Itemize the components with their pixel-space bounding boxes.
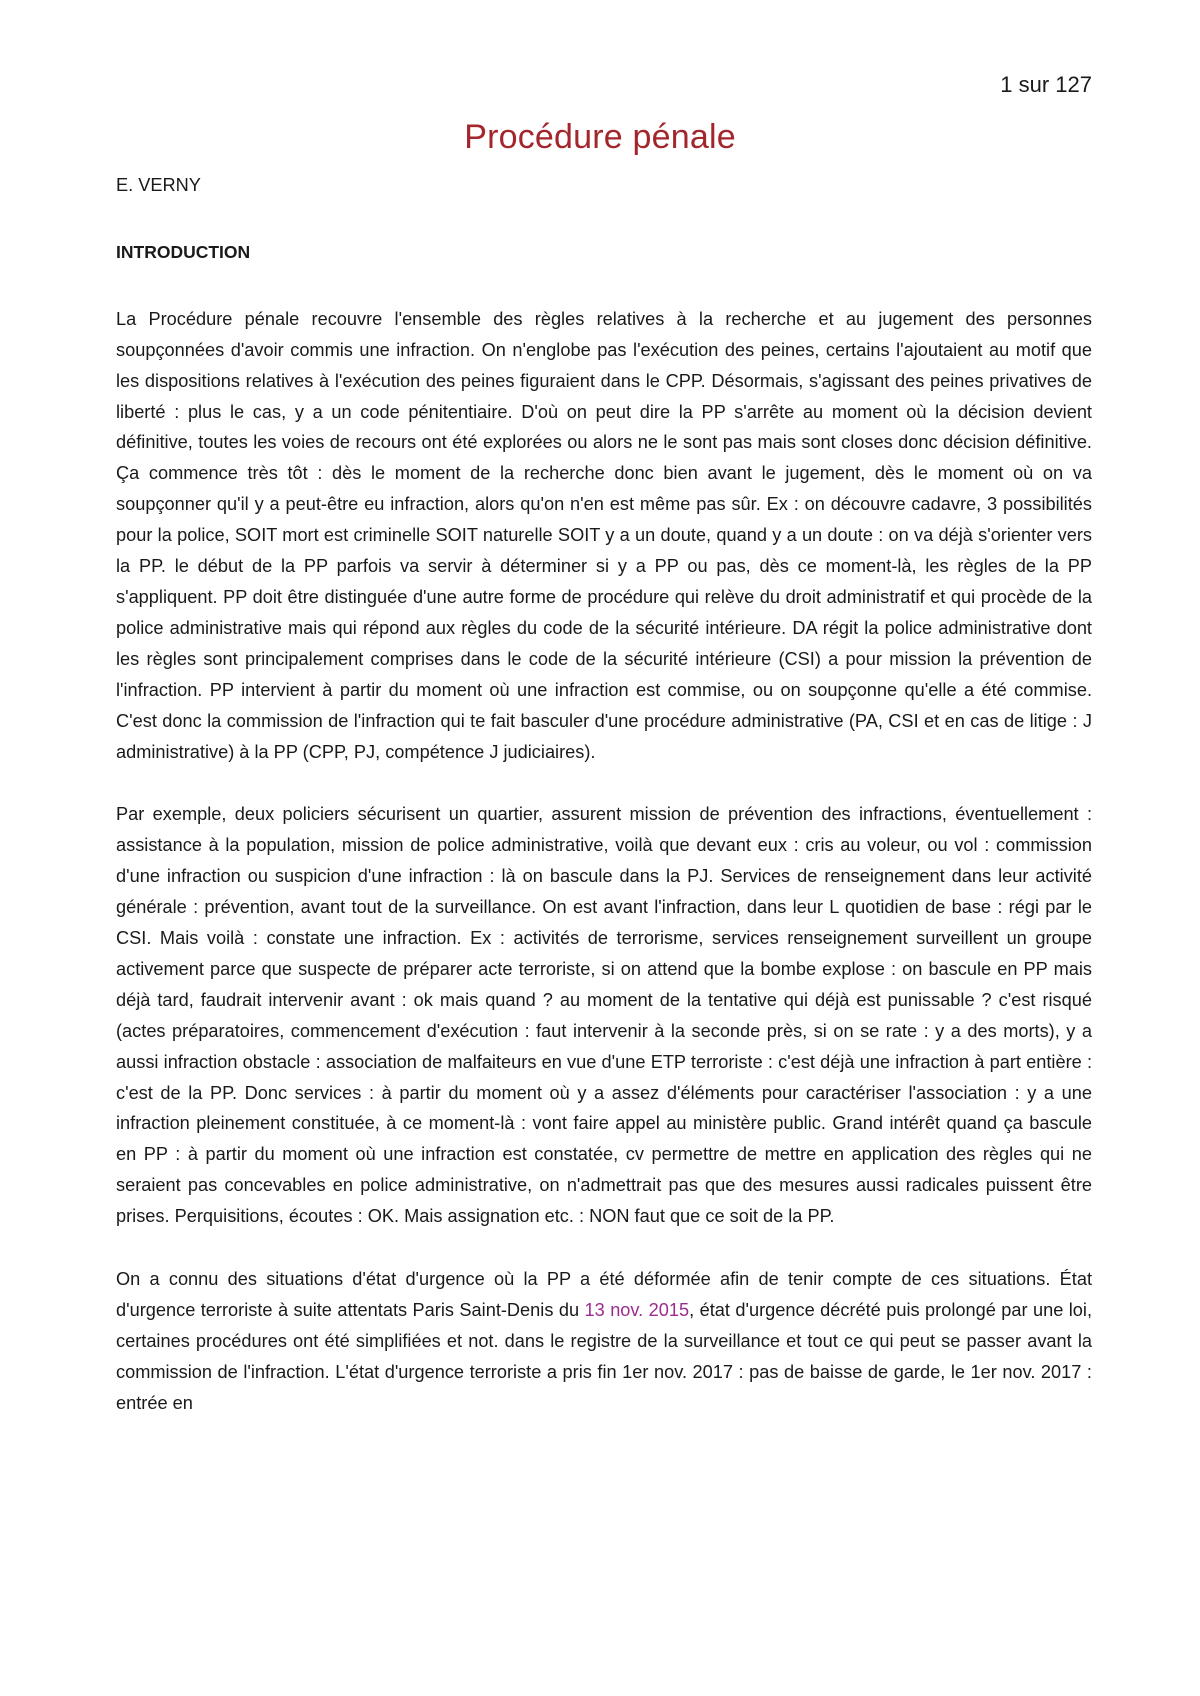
author-name: E. VERNY — [116, 175, 201, 195]
paragraph-2: Par exemple, deux policiers sécurisent un quartier, assurent mission de prévention des infractions, éventuellement : assistance à la population, mission de police administrative, voilà que devant eux : cris au voleur, ou vol : commission d'une infraction ou suspicion d'une infraction : là on bascule dans la PJ. Services de renseignement dans leur activité générale : prévention, avant tout de la surveillance. On est avant l'infraction, dans leur L quotidien de base : régi par le CSI. Mais voilà : constate une infraction. Ex : activités de terrorisme, services renseignement surveillent un groupe activement parce que suspecte de préparer acte terroriste, si on attend que la bombe explose : on bascule en PP mais déjà tard, faudrait intervenir avant : ok mais quand ? au moment de la tentative qui déjà est punissable ? c'est risqué (actes préparatoires, commencement d'exécution : faut intervenir à la seconde près, si on se rate : y a des morts), y a aussi infraction obstacle : association de malfaiteurs en vue d'une ETP terroriste : c'est déjà une infraction à part entière : c'est de la PP. Donc services : à partir du moment où y a assez d'éléments pour caractériser l'association : y a une infraction pleinement constituée, à ce moment-là : vont faire appel au ministère public. Grand intérêt quand ça bascule en PP : à partir du moment où une infraction est constatée, cv permettre de mettre en application des règles qui ne seraient pas concevables en police administrative, on n'admettrait pas que des mesures aussi radicales puissent être prises. Perquisitions, écoutes : OK. Mais assignation etc. : NON faut que ce soit de la PP. — [116, 804, 1092, 1227]
page-number: 1 sur 127 — [1000, 72, 1092, 97]
paragraph-1: La Procédure pénale recouvre l'ensemble des règles relatives à la recherche et au jugement des personnes soupçonnées d'avoir commis une infraction. On n'englobe pas l'exécution des peines, certains l'ajoutaient au motif que les dispositions relatives à l'exécution des peines figuraient dans le CPP. Désormais, s'agissant des peines privatives de liberté : plus le cas, y a un code pénitentiaire. D'où on peut dire la PP s'arrête au moment où la décision devient définitive, toutes les voies de recours ont été explorées ou alors ne le sont pas mais sont closes donc décision définitive. Ça commence très tôt : dès le moment de la recherche donc bien avant le jugement, dès le moment où on va soupçonner qu'il y a peut-être eu infraction, alors qu'on n'en est même pas sûr. Ex : on découvre cadavre, 3 possibilités pour la police, SOIT mort est criminelle SOIT naturelle SOIT y a un doute, quand y a un doute : on va déjà s'orienter vers la PP. le début de la PP parfois va servir à déterminer si y a PP ou pas, dès ce moment-là, les règles de la PP s'appliquent. PP doit être distinguée d'une autre forme de procédure qui relève du droit administratif et qui procède de la police administrative mais qui répond aux règles du code de la sécurité intérieure. DA régit la police administrative dont les règles sont principalement comprises dans le code de la sécurité intérieure (CSI) a pour mission la prévention de l'infraction. PP intervient à partir du moment où une infraction est commise, ou on soupçonne qu'elle a été commise. C'est donc la commission de l'infraction qui te fait basculer d'une procédure administrative (PA, CSI et en cas de litige : J administrative) à la PP (CPP, PJ, compétence J judiciaires). — [116, 308, 1092, 762]
document-title: Procédure pénale — [464, 118, 736, 156]
paragraph-3-text-start: On a connu des situations d'état d'urgence où la PP a été déformée afin de tenir compte de ces situations. État d'urgence terroriste à suite attentats Paris Saint-Denis du — [116, 1269, 1092, 1320]
section-heading-introduction: INTRODUCTION — [116, 241, 251, 262]
date-link[interactable]: 13 nov. 2015 — [584, 1300, 690, 1320]
paragraph-3 — [116, 1264, 1092, 1419]
paragraph-3-text-end: , état d'urgence décrété puis prolongé par une loi, certaines procédures ont été simplifiées et not. dans le registre de la surveillance et tout ce qui peut se passer avant la commission de l'infraction. L'état d'urgence terroriste a pris fin 1er nov. 2017 : pas de baisse de garde, le 1er nov. 2017 : entrée en — [116, 1300, 1093, 1413]
document-body — [116, 170, 1092, 1419]
